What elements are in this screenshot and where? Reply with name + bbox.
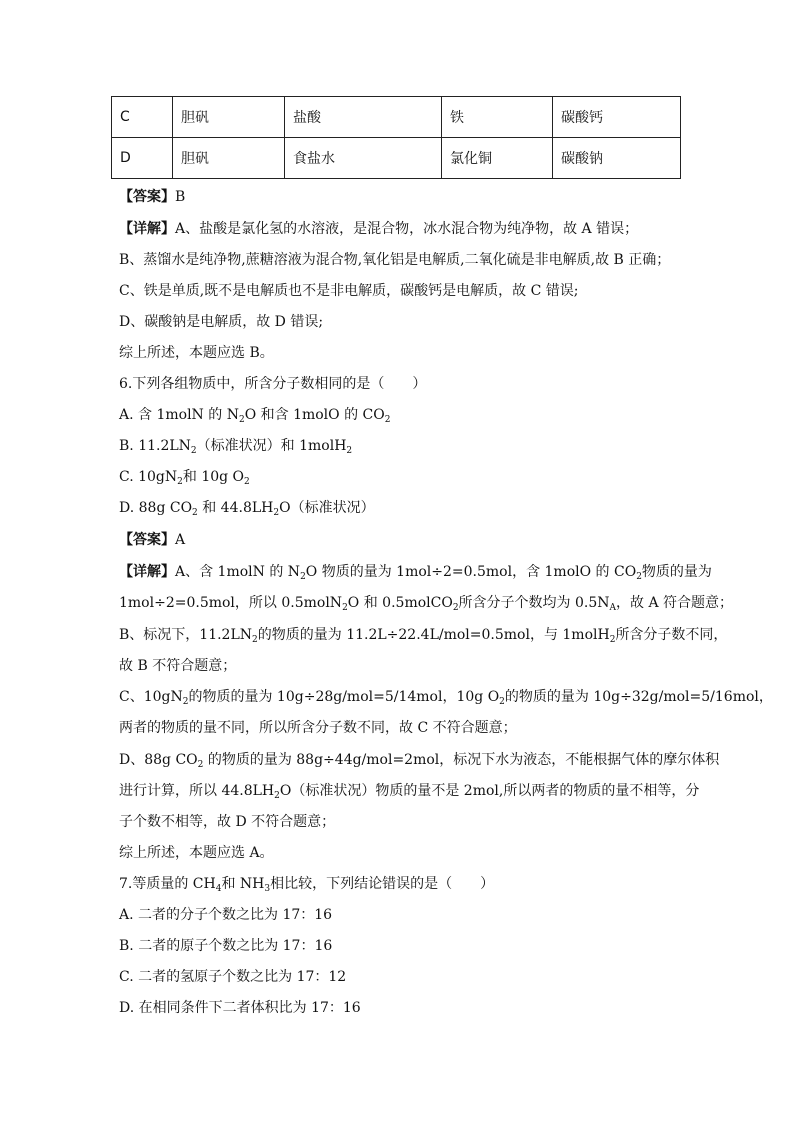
table-cell: 胆矾: [173, 138, 285, 179]
table-cell: D: [112, 138, 173, 179]
table-cell: 胆矾: [173, 97, 285, 138]
q6-detail-line: D、88g $CO_2$ 的物质的量为 88g÷44g/mol=2mol，标况下水为液态，不能根据气体的摩尔体积: [119, 752, 720, 770]
q6-detail-line: 【详解】A、含 1molN 的 $N_2O$ 物质的量为 1mol÷2=0.5mol，含 1molO 的 $CO_2$物质的量为: [119, 564, 712, 582]
q7-option-c: C. 二者的氢原子个数之比为 17：12: [119, 969, 347, 985]
q6-option-d: D. 88g $CO_2$ 和 $44.8LH_2O$（标准状况）: [119, 500, 375, 518]
q6-detail-line: 子个数不相等，故 D 不符合题意；: [119, 814, 336, 830]
table-row: [112, 97, 681, 138]
table-cell: 碳酸钙: [553, 97, 681, 138]
table-cell: 盐酸: [285, 97, 442, 138]
table-cell: 铁: [442, 97, 553, 138]
q6-detail-line: 两者的物质的量不同，所以所含分子数不同，故 C 不符合题意；: [119, 720, 517, 736]
q6-option-a: A. 含 1molN 的 $N_2O$ 和含 1molO 的 $CO_2$: [119, 407, 391, 425]
q6-detail-line: C、$10gN_2$的物质的量为 10g÷28g/mol=5/14mol，10g $O_2$的物质的量为 10g÷32g/mol=5/16mol，: [119, 689, 773, 707]
q5-detail-line: D、碳酸钠是电解质，故 D 错误;: [119, 314, 324, 330]
table-cell: 食盐水: [285, 138, 442, 179]
q5-detail-line: 【详解】A、盐酸是氯化氢的水溶液，是混合物，冰水混合物为纯净物，故 A 错误；: [119, 221, 639, 237]
q7-option-b: B. 二者的原子个数之比为 17：16: [119, 938, 333, 954]
q5-answer: 【答案】B: [119, 189, 186, 205]
q6-detail-line: 故 B 不符合题意；: [119, 658, 237, 674]
q6-option-c: C. $10gN_2$和 10g $O_2$: [119, 469, 250, 487]
table-cell: C: [112, 97, 173, 138]
options-table: [111, 96, 681, 179]
q6-detail-line: B、标况下，$11.2LN_2$的物质的量为 11.2L÷22.4L/mol=0.5mol，与 1molH$_2$所含分子数不同，: [119, 627, 728, 645]
q7-stem: 7.等质量的 $CH_4$和 $NH_3$相比较，下列结论错误的是（ ）: [119, 876, 495, 894]
table-cell: 氯化铜: [442, 138, 553, 179]
q7-option-d: D. 在相同条件下二者体积比为 17：16: [119, 1000, 361, 1016]
q7-option-a: A. 二者的分子个数之比为 17：16: [119, 907, 333, 923]
q6-stem: 6.下列各组物质中，所含分子数相同的是（ ）: [119, 376, 427, 392]
q6-summary: 综上所述，本题应选 A。: [119, 845, 274, 861]
q6-detail-line: 进行计算，所以 $44.8LH_2O$（标准状况）物质的量不是 2mol,所以两者的物质的量不相等，分: [119, 783, 700, 801]
q5-summary: 综上所述，本题应选 B。: [119, 345, 274, 361]
table-cell: 碳酸钠: [553, 138, 681, 179]
q5-detail-line: B、蒸馏水是纯净物,蔗糖溶液为混合物,氧化铝是电解质,二氧化硫是非电解质,故 B 正确；: [119, 252, 671, 268]
q6-answer: 【答案】A: [119, 532, 186, 548]
q5-detail-line: C、铁是单质,既不是电解质也不是非电解质，碳酸钙是电解质，故 C 错误;: [119, 283, 579, 299]
q6-detail-line: 1mol÷2=0.5mol，所以 0.5molN$_2$O 和 0.5molCO$_2$所含分子个数均为 $0.5N_A$，故 A 符合题意；: [119, 595, 734, 613]
table-row: [112, 138, 681, 179]
q6-option-b: B. $11.2LN_2$（标准状况）和 1molH$_2$: [119, 438, 353, 456]
